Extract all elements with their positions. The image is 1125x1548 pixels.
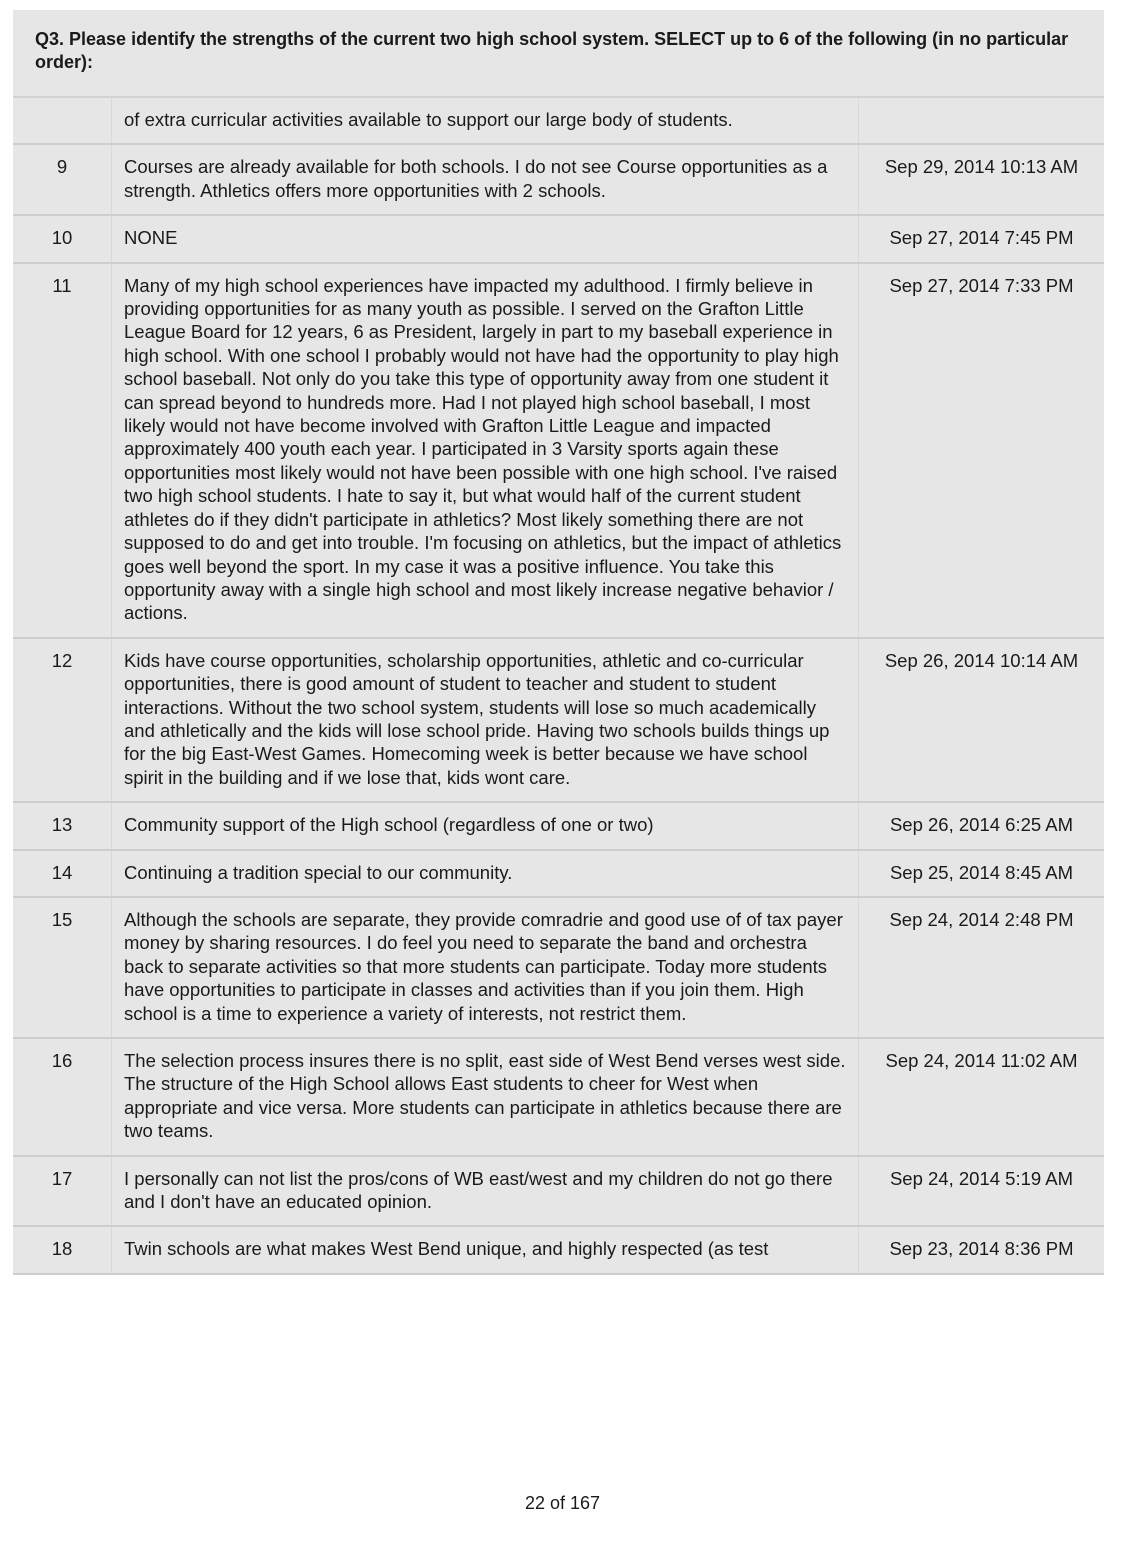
row-number: 11: [13, 263, 112, 638]
row-number: 15: [13, 897, 112, 1038]
table-row: [13, 263, 1104, 638]
table-row: [13, 897, 1104, 1038]
table-row: [13, 215, 1104, 262]
row-date: Sep 26, 2014 10:14 AM: [859, 638, 1105, 802]
row-number: 17: [13, 1156, 112, 1227]
survey-sheet: [13, 10, 1104, 1275]
table-row: [13, 144, 1104, 215]
table-row: [13, 1226, 1104, 1273]
row-number: 12: [13, 638, 112, 802]
row-response-text: I personally can not list the pros/cons of WB east/west and my children do not go there and I don't have an educated opinion.: [112, 1156, 859, 1227]
row-date: Sep 24, 2014 5:19 AM: [859, 1156, 1105, 1227]
row-date: Sep 24, 2014 11:02 AM: [859, 1038, 1105, 1156]
row-date: Sep 26, 2014 6:25 AM: [859, 802, 1105, 849]
table-row: [13, 638, 1104, 802]
row-number: 14: [13, 850, 112, 897]
row-date: Sep 27, 2014 7:33 PM: [859, 263, 1105, 638]
page-number: 22 of 167: [524, 1493, 601, 1513]
row-response-text: NONE: [112, 215, 859, 262]
row-date: Sep 25, 2014 8:45 AM: [859, 850, 1105, 897]
table-row: [13, 1156, 1104, 1227]
row-date: Sep 23, 2014 8:36 PM: [859, 1226, 1105, 1273]
row-response-text: The selection process insures there is no split, east side of West Bend verses west side. The structure of the High School allows East students to cheer for West when appropriate and vice versa. More students can participate in athletics because there are two teams.: [112, 1038, 859, 1156]
row-response-text: Twin schools are what makes West Bend unique, and highly respected (as test: [112, 1226, 859, 1273]
row-date: Sep 27, 2014 7:45 PM: [859, 215, 1105, 262]
row-response-text: Many of my high school experiences have impacted my adulthood. I firmly believe in providing opportunities for as many youth as possible. I served on the Grafton Little League Board for 12 years, 6 as President, largely in part to my baseball experience in high school. With one school I probably would not have had the opportunity to play high school baseball. Not only do you take this type of opportunity away from one student it can spread beyond to hundreds more. Had I not played high school baseball, I most likely would not have become involved with Grafton Little League and impacted approximately 400 youth each year. I participated in 3 Varsity sports again these opportunities most likely would not have been possible with one high school. I've raised two high school students. I hate to say it, but what would half of the current student athletes do if they didn't participate in athletics? Most likely something there are not supposed to do and get into trouble. I'm focusing on athletics, but the impact of athletics goes well beyond the sport. In my case it was a positive influence. You take this opportunity away with a single high school and most likely increase negative behavior / actions.: [112, 263, 859, 638]
row-response-text: Community support of the High school (regardless of one or two): [112, 802, 859, 849]
row-number: 16: [13, 1038, 112, 1156]
row-date: Sep 24, 2014 2:48 PM: [859, 897, 1105, 1038]
table-row: [13, 850, 1104, 897]
row-number: 9: [13, 144, 112, 215]
row-response-text: of extra curricular activities available to support our large body of students.: [112, 98, 859, 144]
row-number: 10: [13, 215, 112, 262]
row-response-text: Courses are already available for both schools. I do not see Course opportunities as a strength. Athletics offers more opportunities with 2 schools.: [112, 144, 859, 215]
responses-body: [13, 98, 1104, 1274]
row-response-text: Although the schools are separate, they provide comradrie and good use of of tax payer money by sharing resources. I do feel you need to separate the band and orchestra back to separate activities so that more students can participate. Today more students have opportunities to participate in classes and activities than if you join them. High school is a time to experience a variety of interests, not restrict them.: [112, 897, 859, 1038]
row-response-text: Continuing a tradition special to our community.: [112, 850, 859, 897]
row-date: Sep 29, 2014 10:13 AM: [859, 144, 1105, 215]
row-date: [859, 98, 1105, 144]
row-number: [13, 98, 112, 144]
table-row: [13, 802, 1104, 849]
table-row: [13, 1038, 1104, 1156]
table-row: [13, 98, 1104, 144]
row-number: 18: [13, 1226, 112, 1273]
row-number: 13: [13, 802, 112, 849]
question-heading: Q3. Please identify the strengths of the current two high school system. SELECT up to 6 of the following (in no particular order):: [13, 10, 1104, 98]
row-response-text: Kids have course opportunities, scholarship opportunities, athletic and co-curricular opportunities, there is good amount of student to teacher and student to student interactions. Without the two school system, students will lose so much academically and athletically and the kids will lose school pride. Having two schools builds things up for the big East-West Games. Homecoming week is better because we have school spirit in the building and if we lose that, kids wont care.: [112, 638, 859, 802]
responses-table: [13, 98, 1104, 1275]
